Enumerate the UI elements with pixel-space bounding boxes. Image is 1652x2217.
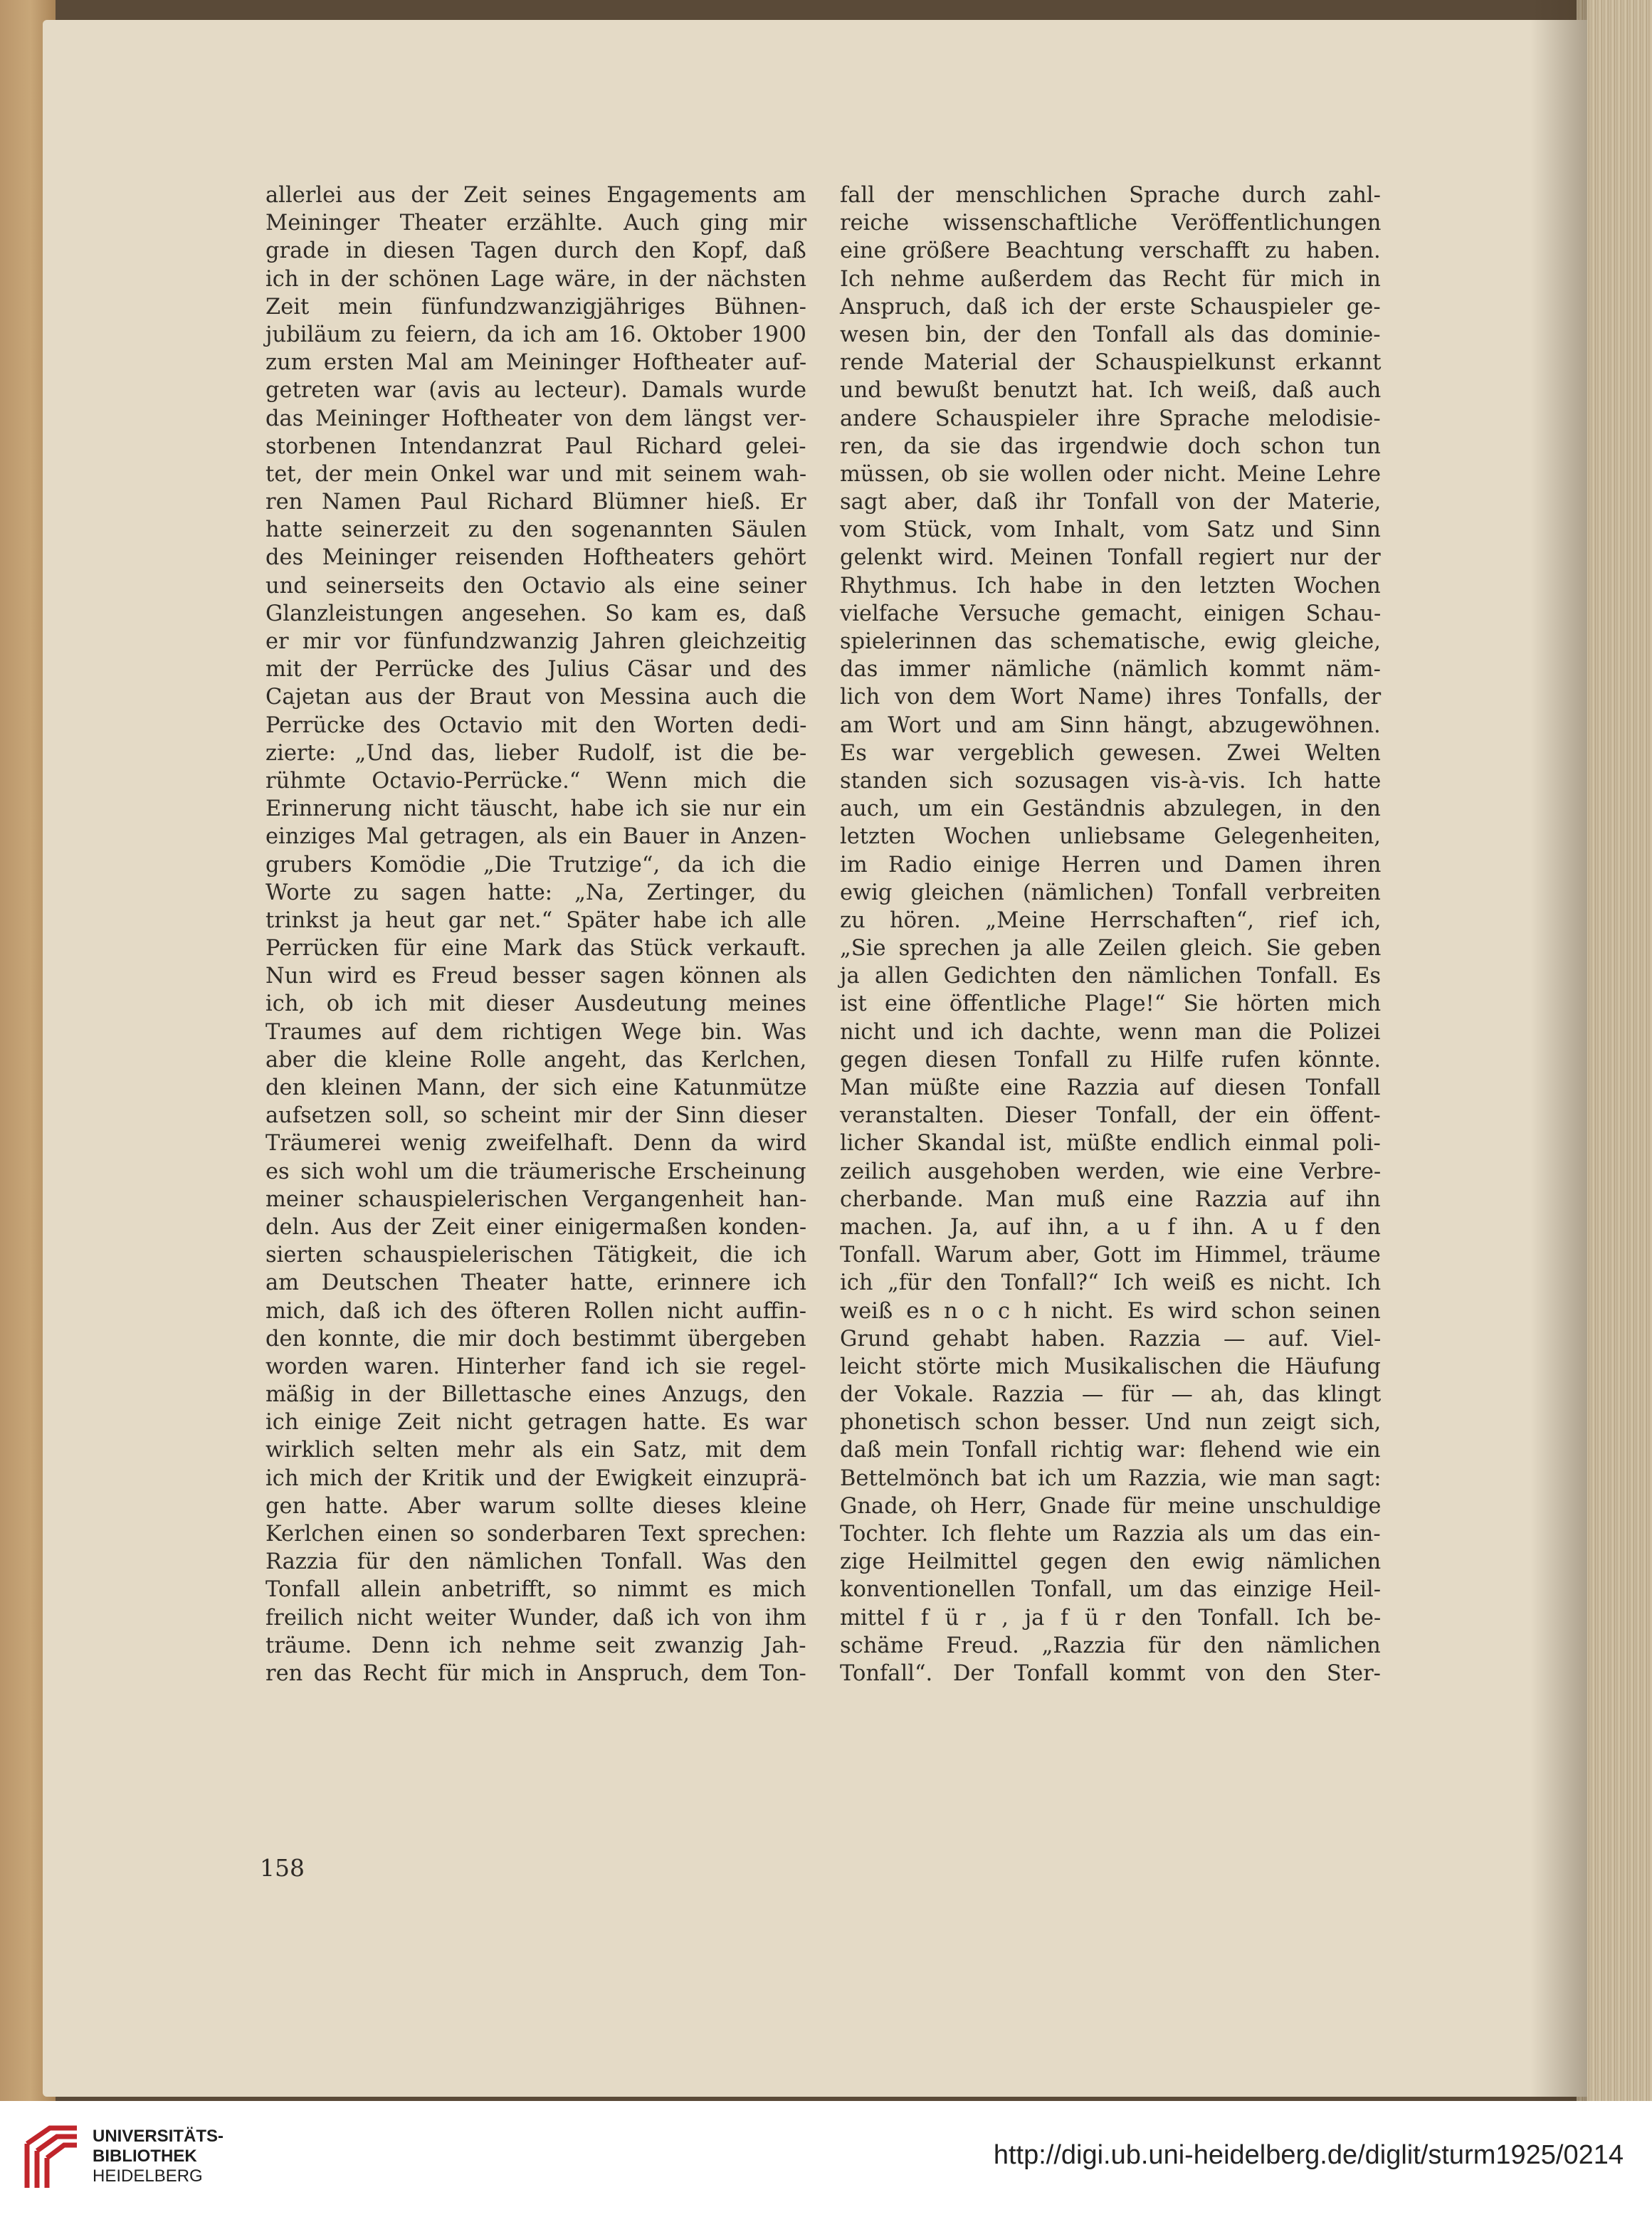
logo-line-3: HEIDELBERG (93, 2166, 203, 2186)
text-line: ich „für den Tonfall?“ Ich weiß es nicht. Ich (840, 1270, 1382, 1296)
text-line: Man müßte eine Razzia auf diesen Tonfall (840, 1075, 1381, 1100)
text-line: rende Material der Schauspielkunst erkannt (840, 350, 1382, 376)
text-line: „Sie sprechen ja alle Zeilen gleich. Sie geben (840, 936, 1382, 962)
text-line: ja allen Gedichten den nämlichen Tonfall. Es (840, 964, 1382, 989)
text-line: zeilich ausgehoben werden, wie eine Verbre- (840, 1159, 1382, 1184)
logo-line-1: UNIVERSITÄTS- (93, 2127, 224, 2146)
library-logo-text (93, 2127, 223, 2186)
source-url[interactable]: http://digi.ub.uni-heidelberg.de/diglit/sturm1925/0214 (993, 2140, 1624, 2170)
text-line: er mir vor fünfundzwanzig Jahren gleichzeitig (265, 629, 807, 654)
text-line: Meininger Theater erzählte. Auch ging mir (265, 211, 807, 236)
text-line: vom Stück, vom Inhalt, vom Satz und Sinn (840, 517, 1381, 543)
text-line: Kerlchen einen so sonderbaren Text sprechen: (265, 1522, 807, 1547)
text-line: ich, ob ich mit dieser Ausdeutung meines (265, 991, 806, 1017)
text-line: und seinerseits den Octavio als eine seiner (265, 573, 806, 599)
text-line: andere Schauspieler ihre Sprache melodisie- (840, 406, 1381, 431)
text-line: cherbande. Man muß eine Razzia auf ihn (840, 1186, 1381, 1212)
text-line: ich in der schönen Lage wäre, in der nächsten (265, 266, 807, 292)
text-line: schäme Freud. „Razzia für den nämlichen (840, 1633, 1381, 1658)
text-line: grade in diesen Tagen durch den Kopf, daß (265, 238, 806, 264)
text-line: zu hören. „Meine Herrschaften“, rief ich, (840, 907, 1382, 933)
text-line: reiche wissenschaftliche Veröffentlichungen (840, 211, 1382, 236)
text-line: nicht und ich dachte, wenn man die Polizei (840, 1019, 1381, 1045)
text-line: das Meininger Hoftheater von dem längst ver- (265, 406, 806, 431)
text-line: Tonfall allein anbetrifft, so nimmt es mich (265, 1577, 806, 1603)
logo-line-2: BIBLIOTHEK (93, 2147, 197, 2166)
text-line: aufsetzen soll, so scheint mir der Sinn dieser (265, 1103, 806, 1129)
left-text-column (265, 181, 806, 1687)
text-line: licher Skandal ist, müßte endlich einmal poli- (840, 1131, 1381, 1157)
text-line: getreten war (avis au lecteur). Damals wurde (265, 378, 807, 404)
text-line: mittel f ü r , ja f ü r den Tonfall. Ich be- (840, 1605, 1382, 1631)
text-line: Cajetan aus der Braut von Messina auch die (265, 685, 806, 710)
text-line: fall der menschlichen Sprache durch zahl- (840, 183, 1381, 208)
text-line: Razzia für den nämlichen Tonfall. Was den (265, 1549, 806, 1575)
text-line: Erinnerung nicht täuscht, habe ich sie nur ein (265, 796, 806, 822)
text-line: Traumes auf dem richtigen Wege bin. Was (265, 1019, 807, 1045)
text-line: Grund gehabt haben. Razzia — auf. Viel- (840, 1326, 1382, 1352)
text-line: allerlei aus der Zeit seines Engagements am (265, 183, 806, 208)
text-line: vielfache Versuche gemacht, einigen Schau- (840, 601, 1382, 626)
text-line: letzten Wochen unliebsame Gelegenheiten, (840, 824, 1381, 850)
text-line: sagt aber, daß ihr Tonfall von der Materie, (840, 490, 1382, 515)
text-line: leicht störte mich Musikalischen die Häufung (840, 1354, 1381, 1379)
text-line: träume. Denn ich nehme seit zwanzig Jah- (265, 1633, 806, 1658)
text-line: ren, da sie das irgendwie doch schon tun (840, 433, 1381, 459)
text-line: grubers Komödie „Die Trutzige“, da ich die (265, 852, 806, 878)
text-line: Ich nehme außerdem das Recht für mich in (840, 266, 1381, 292)
text-line: veranstalten. Dieser Tonfall, der ein öffent- (840, 1103, 1381, 1129)
text-line: rühmte Octavio-Perrücke.“ Wenn mich die (265, 768, 806, 794)
text-line: Tonfall“. Der Tonfall kommt von den Ster- (840, 1660, 1381, 1686)
page-number: 158 (260, 1854, 305, 1882)
text-line: das immer nämliche (nämlich kommt näm- (840, 657, 1381, 683)
text-line: deln. Aus der Zeit einer einigermaßen konden- (265, 1214, 807, 1240)
text-line: storbenen Intendanzrat Paul Richard gelei- (265, 433, 806, 459)
text-line: phonetisch schon besser. Und nun zeigt sich, (840, 1410, 1382, 1436)
text-line: mit der Perrücke des Julius Cäsar und des (265, 657, 807, 683)
text-line: mich, daß ich des öfteren Rollen nicht auffin- (265, 1298, 807, 1324)
text-line: den kleinen Mann, der sich eine Katunmütze (265, 1075, 807, 1100)
text-line: freilich nicht weiter Wunder, daß ich von ihm (265, 1605, 806, 1631)
text-line: gelenkt wird. Meinen Tonfall regiert nur der (840, 545, 1381, 571)
text-line: müssen, ob sie wollen oder nicht. Meine Lehre (840, 461, 1382, 487)
text-line: Perrücken für eine Mark das Stück verkauft. (265, 936, 807, 962)
text-line: auch, um ein Geständnis abzulegen, in den (840, 796, 1381, 822)
text-line: Anspruch, daß ich der erste Schauspieler ge- (840, 294, 1381, 320)
text-line: am Deutschen Theater hatte, erinnere ich (265, 1270, 807, 1296)
text-line: den konnte, die mir doch bestimmt übergeben (265, 1326, 806, 1352)
text-line: und bewußt benutzt hat. Ich weiß, daß auch (840, 378, 1382, 404)
text-line: gen hatte. Aber warum sollte dieses kleine (265, 1493, 807, 1519)
text-line: im Radio einige Herren und Damen ihren (840, 852, 1382, 878)
text-line: Es war vergeblich gewesen. Zwei Welten (840, 740, 1381, 766)
text-line: Perrücke des Octavio mit den Worten dedi- (265, 712, 807, 738)
text-line: Glanzleistungen angesehen. So kam es, daß (265, 601, 806, 626)
text-line: tet, der mein Onkel war und mit seinem wah- (265, 461, 807, 487)
text-line: Worte zu sagen hatte: „Na, Zertinger, du (265, 880, 806, 905)
text-line: lich von dem Wort Name) ihres Tonfalls, der (840, 685, 1382, 710)
text-line: ren Namen Paul Richard Blümner hieß. Er (265, 490, 806, 515)
text-line: machen. Ja, auf ihn, a u f ihn. A u f den (840, 1214, 1381, 1240)
text-line: am Wort und am Sinn hängt, abzugewöhnen. (840, 712, 1381, 738)
text-line: weiß es n o c h nicht. Es wird schon seinen (840, 1298, 1381, 1324)
text-line: meiner schauspielerischen Vergangenheit han- (265, 1186, 807, 1212)
text-line: ewig gleichen (nämlichen) Tonfall verbreiten (840, 880, 1381, 905)
text-line: des Meininger reisenden Hoftheaters gehört (265, 545, 806, 571)
text-line: einziges Mal getragen, als ein Bauer in Anzen- (265, 824, 807, 850)
footer-bar (0, 2101, 1652, 2217)
text-line: Tochter. Ich flehte um Razzia als um das ein- (840, 1522, 1381, 1547)
library-logo-icon (21, 2122, 83, 2194)
text-line: Gnade, oh Herr, Gnade für meine unschuldige (840, 1493, 1382, 1519)
text-line: ich mich der Kritik und der Ewigkeit einzuprä- (265, 1465, 807, 1491)
text-line: der Vokale. Razzia — für — ah, das klingt (840, 1382, 1382, 1408)
text-line: trinkst ja heut gar net.“ Später habe ich alle (265, 907, 807, 933)
text-line: worden waren. Hinterher fand ich sie regel- (265, 1354, 806, 1379)
text-line: gegen diesen Tonfall zu Hilfe rufen könnte. (840, 1047, 1382, 1073)
text-line: zum ersten Mal am Meininger Hoftheater auf- (265, 350, 807, 376)
text-line: sierten schauspielerischen Tätigkeit, die ich (265, 1243, 807, 1268)
text-line: spielerinnen das schematische, ewig gleiche, (840, 629, 1381, 654)
spine-shadow (1530, 0, 1587, 2101)
text-line: daß mein Tonfall richtig war: flehend wie ein (840, 1438, 1381, 1463)
text-line: Rhythmus. Ich habe in den letzten Wochen (840, 573, 1381, 599)
text-line: Tonfall. Warum aber, Gott im Himmel, träume (840, 1243, 1381, 1268)
text-line: mäßig in der Billettasche eines Anzugs, den (265, 1382, 806, 1408)
text-line: Zeit mein fünfundzwanzigjähriges Bühnen- (265, 294, 806, 320)
text-line: standen sich sozusagen vis-à-vis. Ich hatte (840, 768, 1382, 794)
text-line: ist eine öffentliche Plage!“ Sie hörten mich (840, 991, 1382, 1017)
text-line: zierte: „Und das, lieber Rudolf, ist die be- (265, 740, 807, 766)
text-line: hatte seinerzeit zu den sogenannten Säulen (265, 517, 807, 543)
text-line: Nun wird es Freud besser sagen können als (265, 964, 807, 989)
text-line: es sich wohl um die träumerische Erscheinung (265, 1159, 806, 1184)
text-line: konventionellen Tonfall, um das einzige Heil- (840, 1577, 1382, 1603)
right-text-column (840, 181, 1381, 1687)
text-line: Träumerei wenig zweifelhaft. Denn da wird (265, 1131, 807, 1157)
text-line: wesen bin, der den Tonfall als das dominie- (840, 322, 1381, 347)
text-line: Bettelmönch bat ich um Razzia, wie man sagt: (840, 1465, 1382, 1491)
text-line: eine größere Beachtung verschafft zu haben. (840, 238, 1381, 264)
text-line: zige Heilmittel gegen den ewig nämlichen (840, 1549, 1382, 1575)
page-edges (1577, 0, 1652, 2101)
text-line: wirklich selten mehr als ein Satz, mit dem (265, 1438, 807, 1463)
text-line: ren das Recht für mich in Anspruch, dem Ton- (265, 1660, 806, 1686)
text-line: jubiläum zu feiern, da ich am 16. Oktober 1900 (265, 322, 806, 347)
text-line: ich einige Zeit nicht getragen hatte. Es war (265, 1410, 807, 1436)
text-line: aber die kleine Rolle angeht, das Kerlchen, (265, 1047, 807, 1073)
